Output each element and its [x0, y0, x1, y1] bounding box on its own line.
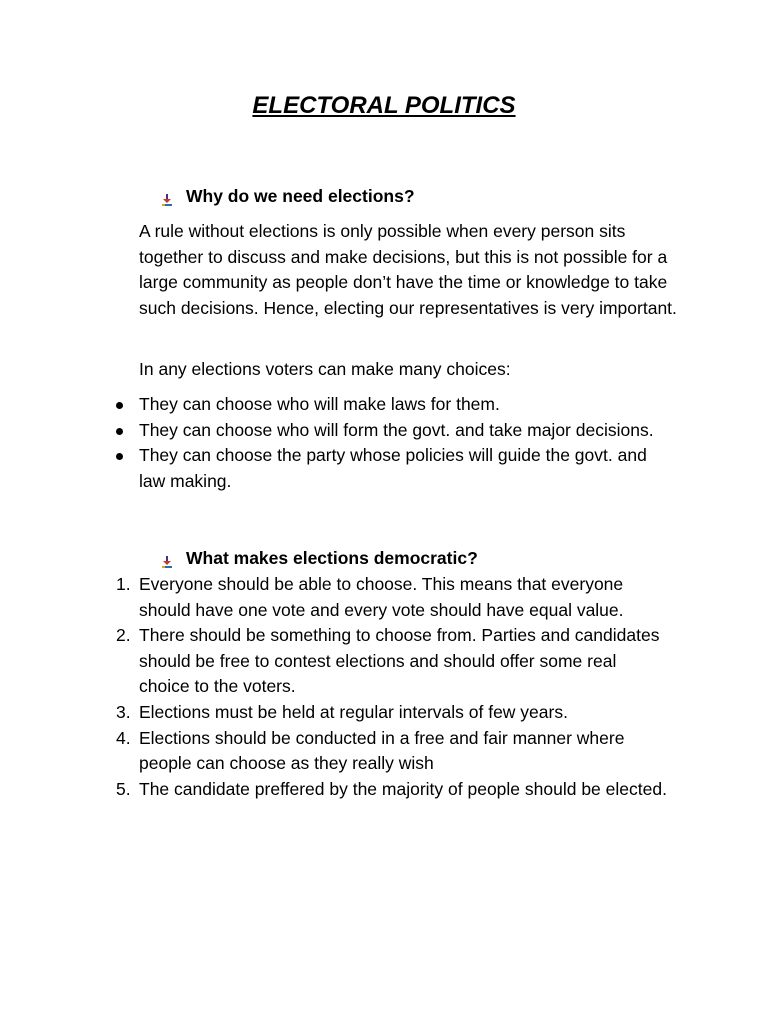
list-number: 1. — [116, 574, 131, 594]
voter-choices-list — [0, 392, 768, 494]
list-item-text: They can choose who will form the govt. and take major decisions. — [139, 419, 654, 440]
list-number: 4. — [116, 727, 131, 748]
list-number: 3. — [116, 701, 131, 722]
paragraph-voter-choices: In any elections voters can make many choices: — [139, 359, 511, 379]
list-item — [0, 392, 669, 418]
bullet-dot-icon — [116, 428, 123, 435]
list-item-text: Everyone should be able to choose. This means that everyone should have one vote and every vote should have equal value. — [139, 574, 624, 620]
list-item-text: There should be something to choose from. Parties and candidates should be free to contest elections and should offer some real choice to the voters. — [139, 625, 660, 697]
list-item — [0, 700, 669, 726]
list-number: 2. — [116, 625, 131, 646]
bullet-dot-icon — [116, 402, 123, 409]
arrow-bullet-icon — [160, 551, 174, 565]
list-item-text: Elections should be conducted in a free and fair manner where people can choose as they really wish — [139, 727, 625, 774]
list-item — [0, 443, 669, 494]
list-number: 5. — [116, 778, 131, 799]
list-item — [0, 623, 669, 700]
bullet-dot-icon — [116, 453, 123, 460]
list-item-text: They can choose the party whose policies will guide the govt. and law making. — [139, 445, 647, 491]
democratic-criteria-list — [0, 572, 768, 802]
arrow-bullet-icon — [160, 189, 174, 203]
list-item — [0, 418, 669, 444]
list-item-text: The candidate preffered by the majority of people should be elected. — [139, 778, 667, 799]
list-item-text: Elections must be held at regular intervals of few years. — [139, 701, 568, 722]
section-heading-text: What makes elections democratic? — [186, 548, 478, 568]
list-item — [0, 726, 669, 777]
section-heading-democratic-elections — [160, 546, 478, 570]
list-item — [0, 572, 669, 623]
paragraph-rule-without-elections: A rule without elections is only possible when every person sits together to discuss and make decisions, but this is not possible for a large community as people don’t have the time or knowledge to take such decisions. Hence, electing our representatives is very important. — [139, 221, 677, 318]
section-heading-why-elections — [160, 184, 415, 208]
list-item-text: They can choose who will make laws for them. — [139, 394, 500, 414]
section-heading-text: Why do we need elections? — [186, 186, 415, 206]
list-item — [0, 777, 669, 803]
page-title: ELECTORAL POLITICS — [252, 92, 516, 119]
